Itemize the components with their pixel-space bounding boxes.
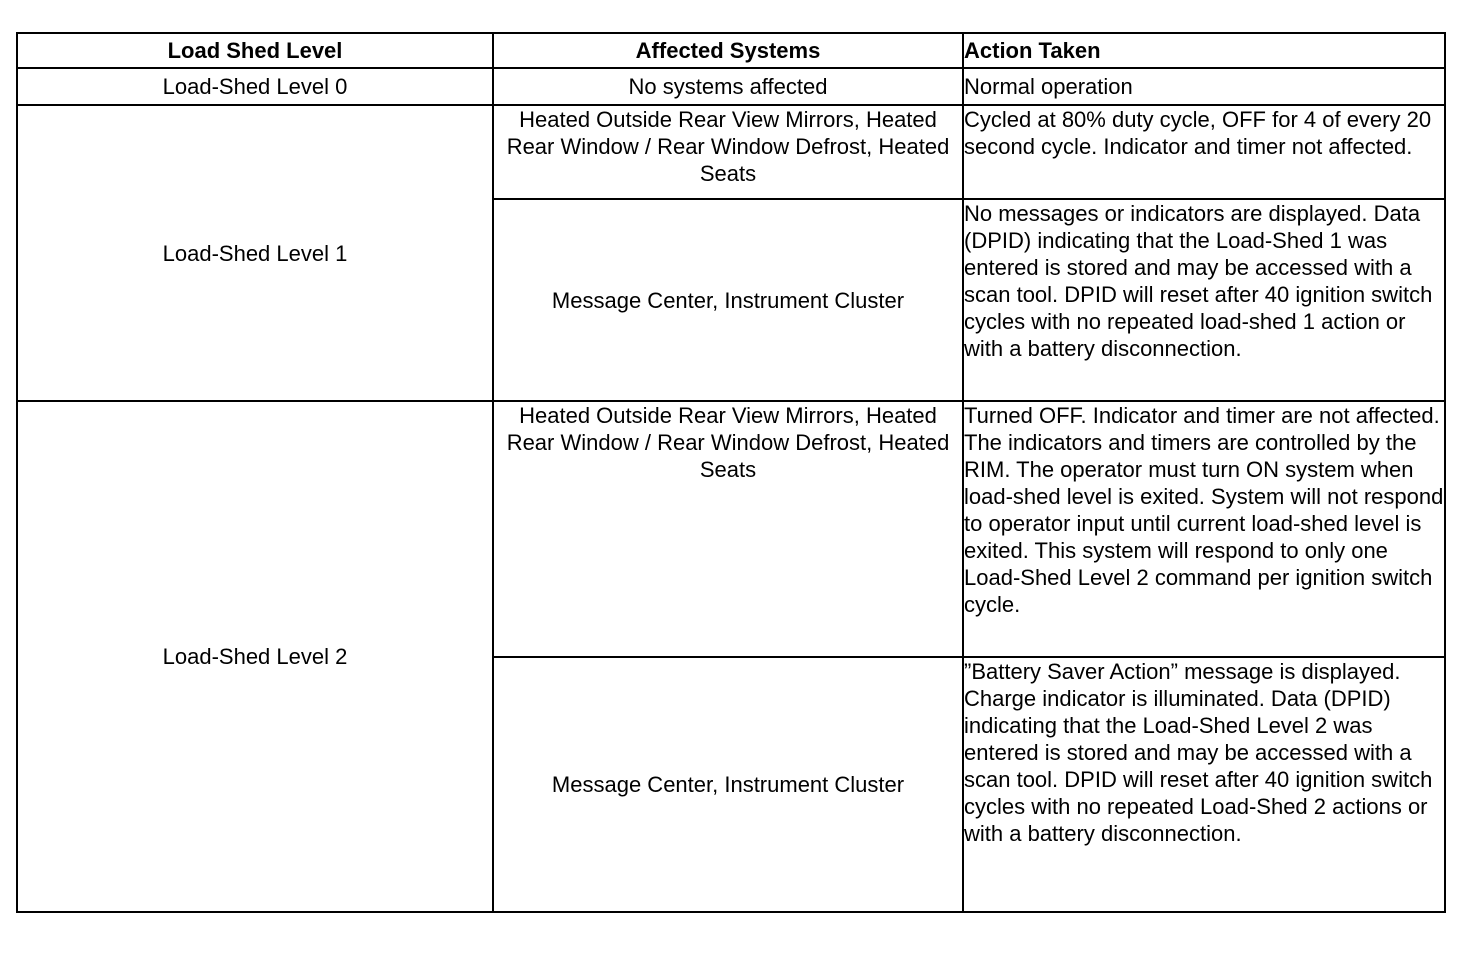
table-row (17, 105, 1445, 199)
action-cell: Normal operation (963, 68, 1445, 105)
systems-cell: Heated Outside Rear View Mirrors, Heated Rear Window / Rear Window Defrost, Heated Seats (493, 401, 963, 657)
table-header-row (17, 33, 1445, 68)
header-action-taken: Action Taken (963, 33, 1445, 68)
level-cell-1: Load-Shed Level 1 (17, 105, 493, 401)
systems-cell: Message Center, Instrument Cluster (493, 199, 963, 401)
load-shed-table (16, 32, 1446, 913)
level-cell-0: Load-Shed Level 0 (17, 68, 493, 105)
systems-cell: No systems affected (493, 68, 963, 105)
action-cell: Cycled at 80% duty cycle, OFF for 4 of every 20 second cycle. Indicator and timer not affected. (963, 105, 1445, 199)
action-cell: Turned OFF. Indicator and timer are not affected. The indicators and timers are controlled by the RIM. The operator must turn ON system when load-shed level is exited. System will not respond to operator input until current load-shed level is exited. This system will respond to only one Load-Shed Level 2 command per ignition switch cycle. (963, 401, 1445, 657)
header-affected-systems: Affected Systems (493, 33, 963, 68)
systems-cell: Heated Outside Rear View Mirrors, Heated Rear Window / Rear Window Defrost, Heated Seats (493, 105, 963, 199)
level-cell-2: Load-Shed Level 2 (17, 401, 493, 912)
action-cell: ”Battery Saver Action” message is displayed. Charge indicator is illuminated. Data (DPID) indicating that the Load-Shed Level 2 was entered is stored and may be accessed with a scan tool. DPID will reset after 40 ignition switch cycles with no repeated Load-Shed 2 actions or with a battery disconnection. (963, 657, 1445, 912)
table-row (17, 68, 1445, 105)
header-load-shed-level: Load Shed Level (17, 33, 493, 68)
systems-cell: Message Center, Instrument Cluster (493, 657, 963, 912)
table-row (17, 401, 1445, 657)
action-cell: No messages or indicators are displayed. Data (DPID) indicating that the Load-Shed 1 was entered is stored and may be accessed with a scan tool. DPID will reset after 40 ignition switch cycles with no repeated load-shed 1 action or with a battery disconnection. (963, 199, 1445, 401)
